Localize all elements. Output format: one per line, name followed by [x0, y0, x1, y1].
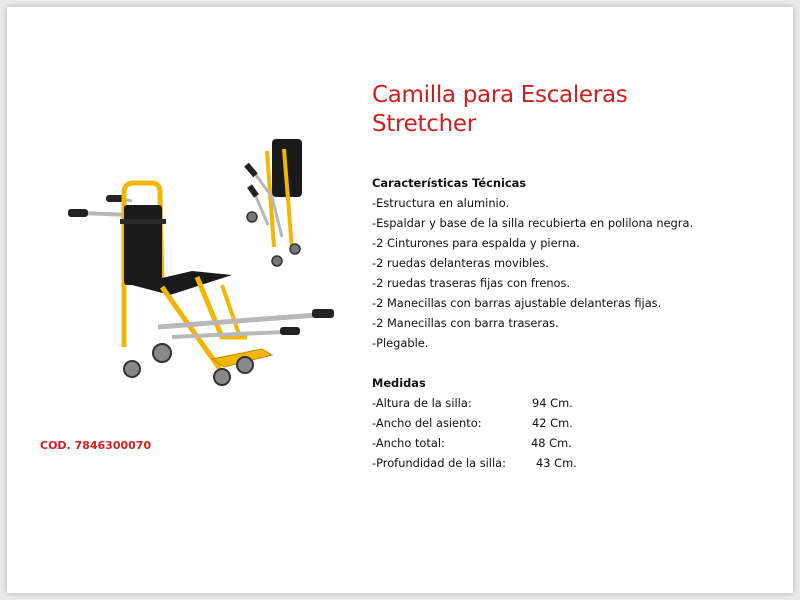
- stair-chair-image: [62, 137, 352, 397]
- features-heading: Características Técnicas: [372, 176, 527, 190]
- folded-chair-illustration: [244, 139, 302, 266]
- feature-item: -2 ruedas delanteras movibles.: [372, 256, 549, 270]
- measure-value: 43 Cm.: [536, 456, 577, 470]
- measure-label: -Ancho del asiento:: [372, 416, 482, 430]
- specs-block: [372, 173, 772, 473]
- measure-row: [372, 433, 772, 453]
- measures-heading: Medidas: [372, 376, 426, 390]
- measure-value: 94 Cm.: [532, 396, 573, 410]
- feature-item: -2 Manecillas con barra traseras.: [372, 316, 559, 330]
- measures-list: [372, 393, 772, 473]
- product-title-line2: Stretcher: [372, 111, 476, 137]
- feature-item: -2 Manecillas con barras ajustable delanteras fijas.: [372, 296, 662, 310]
- product-title-line1: Camilla para Escaleras: [372, 82, 628, 108]
- measure-label: -Profundidad de la silla:: [372, 456, 506, 470]
- measure-row: [372, 453, 772, 473]
- feature-item: -Plegable.: [372, 336, 429, 350]
- measure-label: -Ancho total:: [372, 436, 445, 450]
- measure-label: -Altura de la silla:: [372, 396, 472, 410]
- features-list: [372, 193, 772, 353]
- product-code: COD. 7846300070: [40, 439, 152, 452]
- feature-item: -Estructura en aluminio.: [372, 196, 510, 210]
- measure-value: 42 Cm.: [532, 416, 573, 430]
- feature-item: -Espaldar y base de la silla recubierta en polilona negra.: [372, 216, 694, 230]
- measure-value: 48 Cm.: [531, 436, 572, 450]
- feature-item: -2 ruedas traseras fijas con frenos.: [372, 276, 571, 290]
- feature-item: -2 Cinturones para espalda y pierna.: [372, 236, 580, 250]
- catalog-page: [7, 7, 793, 593]
- product-title: [372, 81, 627, 139]
- measure-row: [372, 393, 772, 413]
- measure-row: [372, 413, 772, 433]
- main-chair-illustration: [68, 183, 334, 385]
